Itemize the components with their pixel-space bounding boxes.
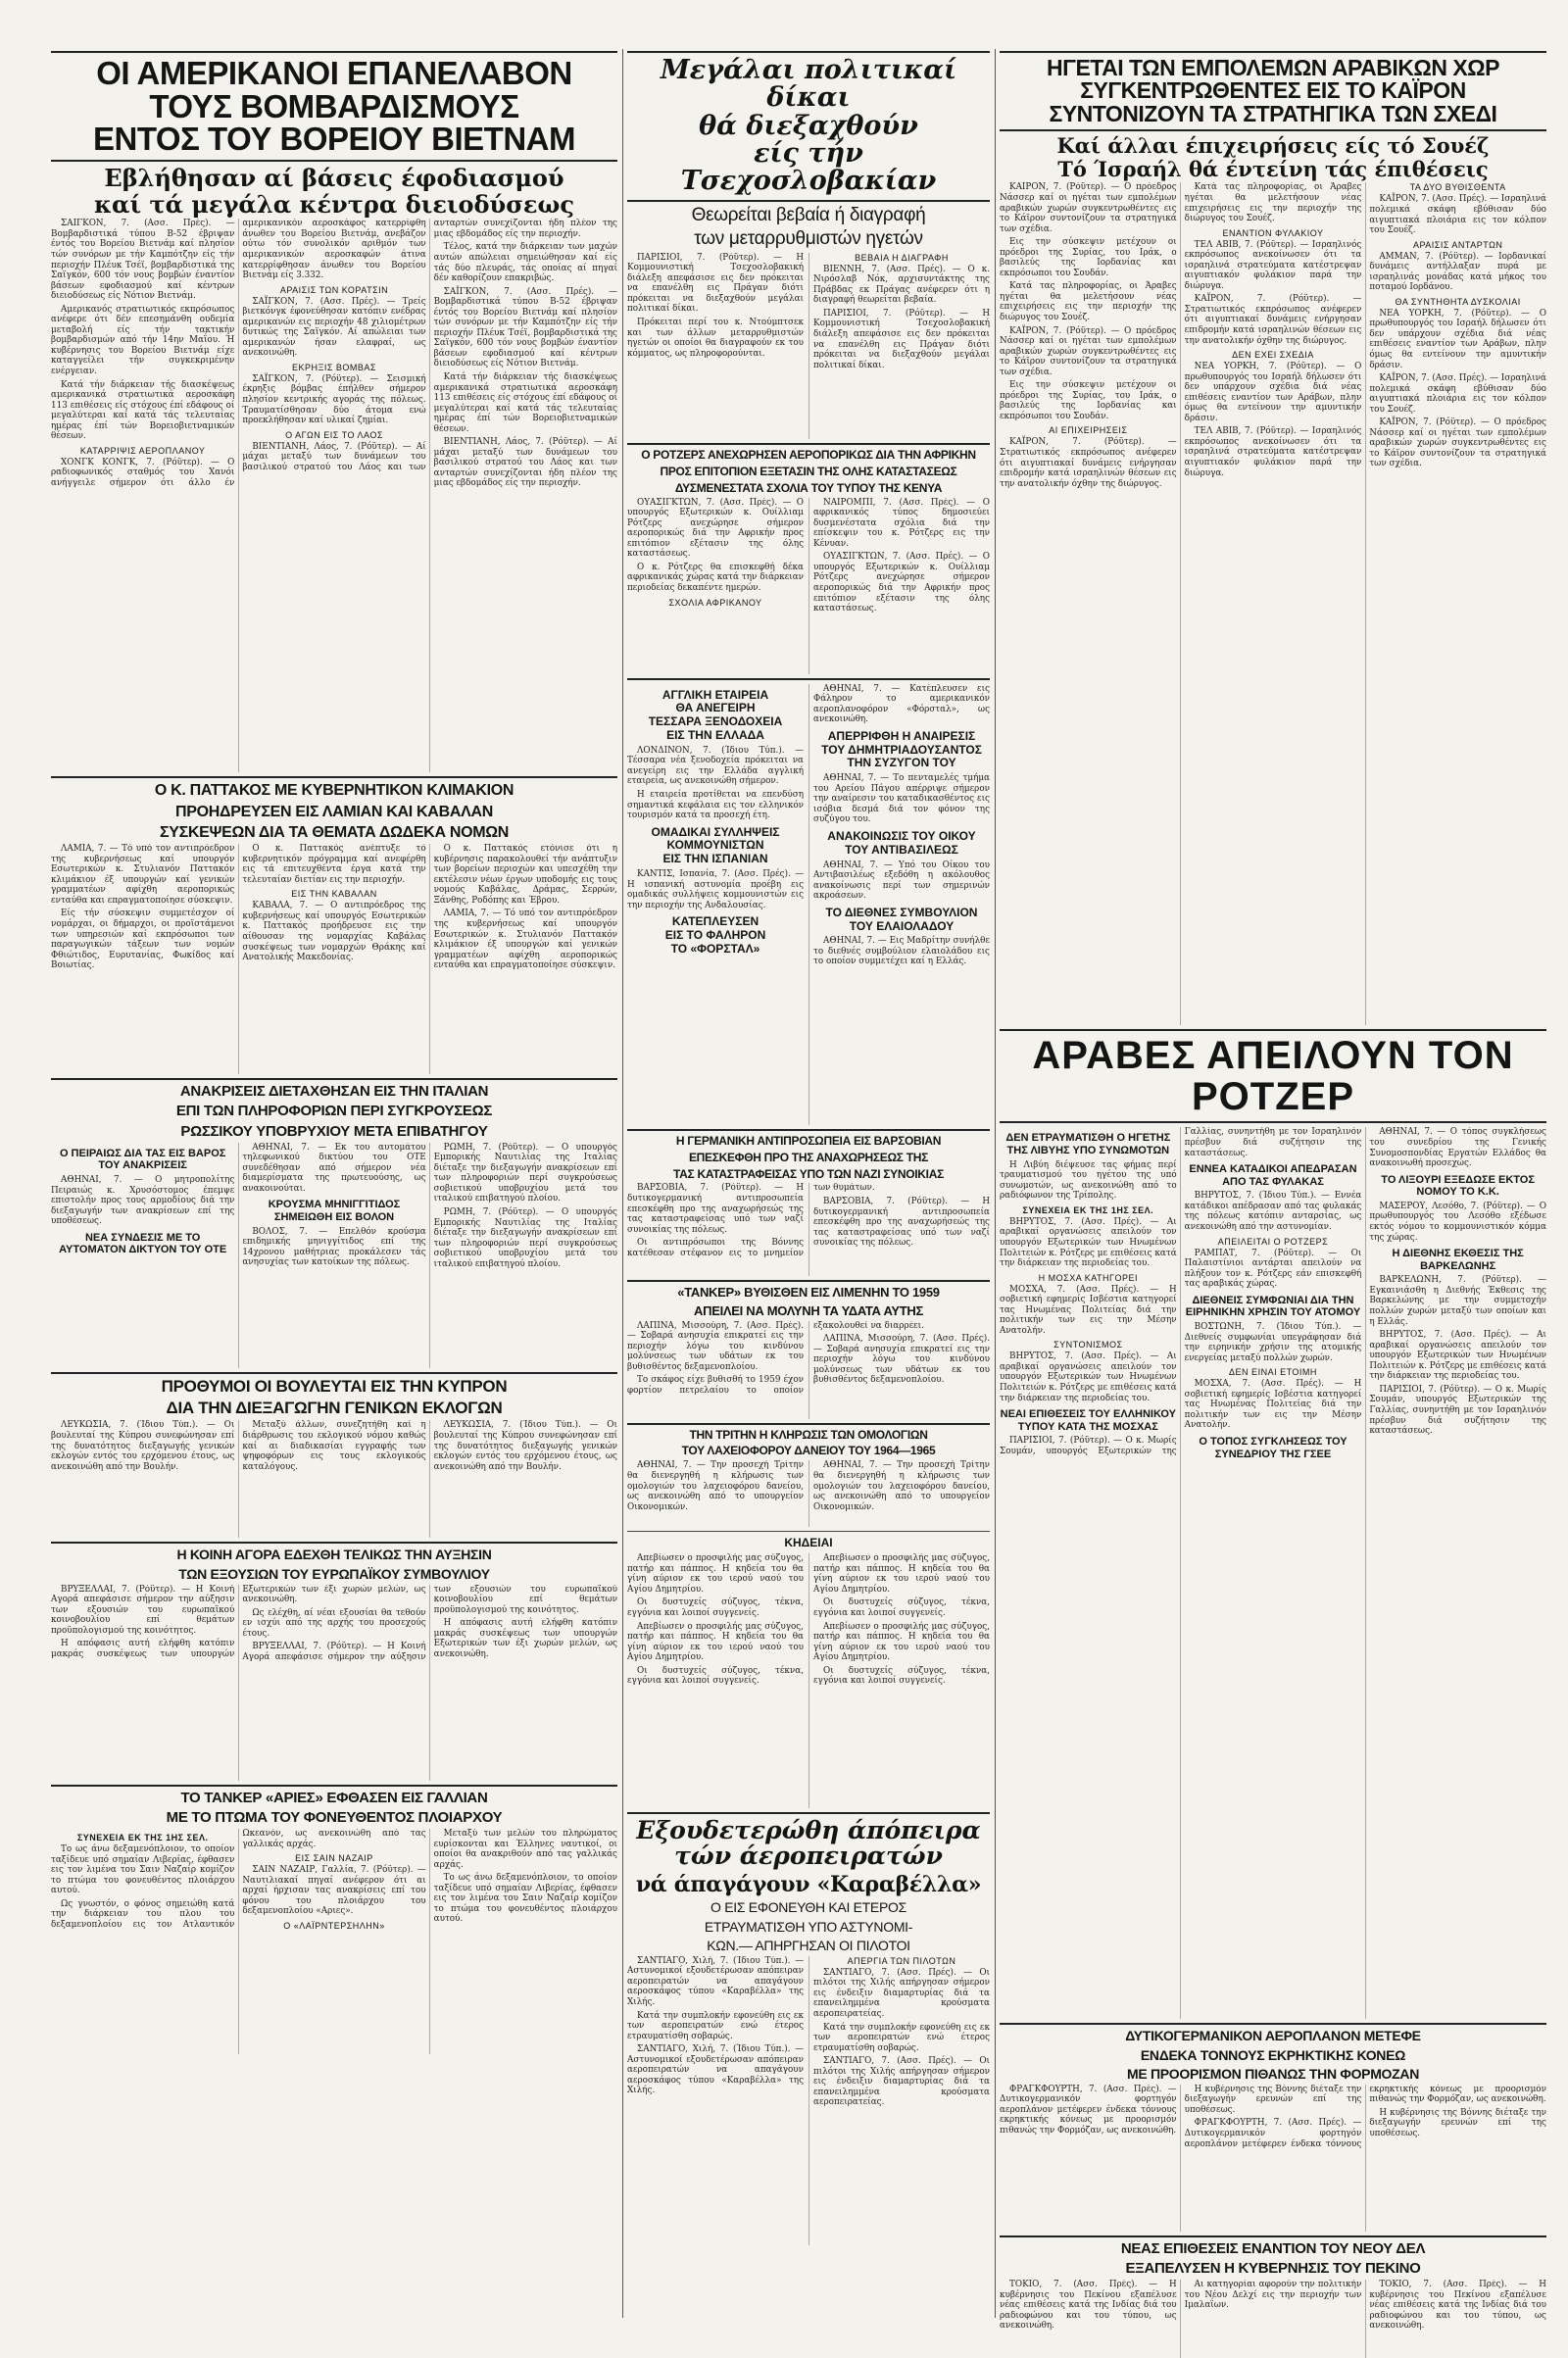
article-paragraph: Η απόφασις αυτή ελήφθη κατόπιν μακράς συσκέψεως των υπουργών Εξωτερικών των έξι χωρών μελών, ως ανεκοινώθη. xyxy=(433,1618,617,1659)
headline-rogers-3: ΔΥΣΜΕΝΕΣΤΑΤΑ ΣΧΟΛΙΑ ΤΟΥ ΤΥΠΟΥ ΤΗΣ ΚΕΝΥΑ xyxy=(674,480,943,495)
article-paragraph: ΚΑΪΡΟΝ, 7. (Ασσ. Πρές). — Ισραηλινά πολεμικά σκάφη εβύθισαν δύο αιγυπτιακά πλοιάρια εις τον κόλπον του Σουέζ. xyxy=(1369,194,1546,236)
article-paragraph: ΑΘΗΝΑΙ, 7. — Την προσεχή Τρίτην θα διενεργηθή η κλήρωσις των ομολογιών του λαχειοφόρου δανείου, ως ανεκοινώθη από το υπουργείον Οικονομικών. xyxy=(627,1460,804,1512)
headline-lottery-2: ΤΟΥ ΛΑΧΕΙΟΦΟΡΟΥ ΔΑΝΕΙΟΥ ΤΟΥ 1964—1965 xyxy=(681,1444,936,1458)
section-label: ΕΙΣ ΣΑΙΝ ΝΑΖΑΙΡ xyxy=(295,1853,373,1864)
article-paragraph: ΑΘΗΝΑΙ, 7. — Το πενταμελές τμήμα του Αρείου Πάγου απέρριψε σήμερον την αναίρεσιν του καταδικασθέντος εις ισόβια δεσμά διά τον φόνον της συζύγου του. xyxy=(813,773,990,825)
subhead-caravelle-1: Ο ΕΙΣ ΕΦΟΝΕΥΘΗ ΚΑΙ ΕΤΕΡΟΣ xyxy=(710,1899,906,1916)
section-label: ΑΠΕΡΓΙΑ ΤΩΝ ΠΙΛΟΤΩΝ xyxy=(847,1955,956,1966)
article-paragraph: ΒΗΡΥΤΟΣ, 7. (Ασσ. Πρές). — Αι αραβικαί οργανώσεις απειλούν τον υπουργόν Εξωτερικών των Ηνωμένων Πολιτειών κ. Ρότζερς με επιθέσεις κατά την διάρκειαν της περιοδείας του. xyxy=(1000,1216,1177,1269)
headline-line: ΑΠΕΡΡΙΦΘΗ Η ΑΝΑΙΡΕΣΙΣ xyxy=(827,728,976,743)
headline-explosives-2: ΕΝΔΕΚΑ ΤΟΝΝΟΥΣ ΕΚΡΗΚΤΙΚΗΣ ΚΟΝΕΩ xyxy=(1140,2046,1406,2063)
divider xyxy=(627,51,990,53)
divider xyxy=(1000,51,1546,53)
article-sunk-tanker-body xyxy=(627,1321,990,1419)
side-headline: Ο ΠΕΙΡΑΙΩΣ ΔΙΑ ΤΑΣ ΕΙΣ ΒΑΡΟΣ ΤΟΥ ΑΝΑΚΡΙΣΕΙΣ xyxy=(59,1147,226,1172)
article-paragraph: Η κυβέρνησις της Βόννης διέταξε την διεξαγωγήν ερευνών επί της υποθέσεως. xyxy=(1369,2107,1546,2138)
article-paragraph: Ο κ. Παττακός ανέπτυξε τό κυβερνητικόν πρόγραμμα καί ανεφέρθη εις τά επιτευχθέντα έργα κατά την τελευταίαν διετίαν εις την περιοχήν. xyxy=(242,844,426,885)
article-paragraph: Οι αντιπρόσωποι της Βόννης κατέθεσαν στέφανον εις το μνημείον των θυμάτων. xyxy=(627,1183,875,1258)
right-column xyxy=(1000,0,1546,2358)
section-label: ΒΕΒΑΙΑ Η ΔΙΑΓΡΑΦΗ xyxy=(855,252,949,263)
divider xyxy=(1000,1121,1546,1123)
funeral-notice: Οι δυστυχείς σύζυγος, τέκνα, εγγόνια και λοιποί συγγενείς. xyxy=(627,1665,804,1687)
headline-vietnam-2: ΤΟΥΣ ΒΟΜΒΑΡΔΙΣΜΟΥΣ xyxy=(149,87,519,124)
article-paragraph: ΒΙΕΝΤΙΑΝΗ, Λάος, 7. (Ρόϋτερ). — Αί μάχαι μεταξύ των δυνάμεων του βασιλικού στρατού του Λάος και των ανταρτών συνεχίζονται ήδη πλέον της μιας εβδομάδος είς την περιοχήν. xyxy=(433,437,617,489)
headline-italy-3: ΡΩΣΣΙΚΟΥ ΥΠΟΒΡΥΧΙΟΥ ΜΕΤΑ ΕΠΙΒΑΤΗΓΟΥ xyxy=(180,1122,488,1140)
article-paragraph: ΠΑΡΙΣΙΟΙ, 7. (Ρόϋτερ). — Η Κομμουνιστική Τσεχοσλοβακική διάλεξη απεφάσισε εις δεν πρόκειται να επανέλθη εις Πράγαν διότι πρόκειται να διεξαχθούν μεγάλαι πολιτικαί δίκαι. xyxy=(813,308,990,370)
headline-line: ΤΟΥ ΑΝΤΙΒΑΣΙΛΕΩΣ xyxy=(845,842,958,857)
article-paragraph: ΛΑΜΙΑ, 7. — Τό υπό τον αντιπρόεδρον της κυβερνήσεως καί υπουργόν Εσωτερικών κ. Στυλιανόν Παττακόν κλιμάκιον έξ υπουργών καί γενικών γραμματέων αφίχθη αεροπορικώς ενταύθα και επραγματοποίησε σύσκεψιν. xyxy=(433,909,617,971)
article-paragraph: ΣΑΝΤΙΑΓΟ, 7. (Ασσ. Πρές). — Οι πιλότοι της Χιλής απήργησαν σήμερον εις ένδειξιν διαμαρτυρίας διά τα επανειλημμένα κρούσματα αεροπειρατείας. xyxy=(813,2056,990,2108)
section-label: ΑΠΕΙΛΕΙΤΑΙ Ο ΡΟΤΖΕΡΣ xyxy=(1217,1236,1329,1247)
article-paragraph: ΝΑΪΡΟΜΠΙ, 7. (Ασσ. Πρές). — Ο αφρικανικός τύπος δημοσιεύει δυσμενέστατα σχόλια διά την επίσκεψιν του κ. Ρότζερς εις την Κένυαν. xyxy=(813,497,990,549)
headline-czech-1: Μεγάλαι πολιτικαί δίκαι xyxy=(660,55,957,114)
headline-vietnam-3: ΕΝΤΟΣ ΤΟΥ ΒΟΡΕΙΟΥ ΒΙΕΤΝΑΜ xyxy=(93,121,575,158)
headline-tanker-2: ΜΕ ΤΟ ΠΤΩΜΑ ΤΟΥ ΦΟΝΕΥΘΕΝΤΟΣ ΠΛΟΙΑΡΧΟΥ xyxy=(166,1808,503,1826)
article-paragraph: ΒΗΡΥΤΟΣ, 7. (Ασσ. Πρές). — Αι αραβικαί οργανώσεις απειλούν τον υπουργόν Εξωτερικών των Ηνωμένων Πολιτειών κ. Ρότζερς με επιθέσεις κατά την διάρκειαν της περιοδείας του. xyxy=(1000,1351,1177,1403)
middle-column xyxy=(627,0,990,2245)
funeral-notice: Απεβίωσεν ο προσφιλής μας σύζυγος, πατήρ και πάππος. Η κηδεία του θα γίνη αύριον εκ του ιερού ναού του Αγίου Δημητρίου. xyxy=(813,1621,990,1663)
article-paragraph: ΒΗΡΥΤΟΣ, 7. (Ασσ. Πρές). — Αι αραβικαί οργανώσεις απειλούν τον υπουργόν Εξωτερικών των Ηνωμένων Πολιτειών κ. Ρότζερς με επιθέσεις κατά την διάρκειαν της περιοδείας του. xyxy=(1369,1330,1546,1382)
article-paragraph: ΦΡΑΓΚΦΟΥΡΤΗ, 7. (Ασσ. Πρές). — Δυτικογερμανικόν φορτηγόν αεροπλάνον μετέφερεν ένδεκα τόννους εκρηκτικής κόνεως με προορισμόν πιθανώς την Φορμόζαν, ως ανεκοινώθη. xyxy=(1000,2084,1177,2136)
side-headline: ΝΕΑΙ ΕΠΙΘΕΣΕΙΣ ΤΟΥ ΕΛΛΗΝΙΚΟΥ ΤΥΠΟΥ ΚΑΤΑ ΤΗΣ ΜΟΣΧΑΣ xyxy=(1000,1408,1177,1433)
headline-pattakos-1: Ο Κ. ΠΑΤΤΑΚΟΣ ΜΕ ΚΥΒΕΡΝΗΤΙΚΟΝ ΚΛΙΜΑΚΙΟΝ xyxy=(154,782,514,800)
headline-line: ΤΟΥ ΔΗΜΗΤΡΙΑΔΟΥΣΑΝΤΟΣ xyxy=(821,742,982,757)
article-paragraph: ΟΥΑΣΙΓΚΤΩΝ, 7. (Ασσ. Πρές). — Ο υπουργός Εξωτερικών κ. Ουίλλιαμ Ρότζερς ανεχώρησε σήμερον αεροπορικώς διά την Αφρικήν προς επιτόπιον εξέτασιν της όλης καταστάσεως. xyxy=(813,552,990,614)
subhead-arab-2: Τό Ίσραήλ θά έντείνη τάς έπιθέσεις xyxy=(1057,157,1489,182)
article-warsaw-body xyxy=(627,1183,990,1276)
article-paragraph: Ο κ. Παττακός ετόνισε ότι η κυβέρνησις παρακολουθεί τήν ανάπτυξιν των βορείων περιοχών και υπεσχέθη την εκτέλεσιν νέων έργων υποδομής εις τους νομούς Καβάλας, Δράμας, Σερρών, Ξάνθης, Ροδόπης και Έβρου. xyxy=(433,844,617,906)
subhead-czech-2: των μεταρρυθμιστών ηγετών xyxy=(694,228,923,250)
article-paragraph: ΑΘΗΝΑΙ, 7. — Ο τόπος συγκλήσεως του συνεδρίου της Γενικής Συνομοσπονδίας Εργατών Ελλάδος θα ανακοινωθή προσεχώς. xyxy=(1369,1127,1546,1169)
article-paragraph: ΤΕΛ ΑΒΙΒ, 7. (Ρόϋτερ). — Ισραηλινός εκπρόσωπος ανεκοίνωσεν ότι τα ισραηλινά στρατεύματα κατέστρεψαν αιγυπτιακόν φυλάκιον παρά την διώρυγα. xyxy=(1184,426,1362,478)
article-paragraph: ΑΜΜΑΝ, 7. (Ρόϋτερ). — Ιορδανικαί δυνάμεις αντήλλαξαν πυρά με ισραηλινάς μονάδας κατά μήκος του ποταμού Ιορδάνου. xyxy=(1369,251,1546,293)
article-rogers-threat-body xyxy=(1000,1127,1546,2019)
article-paragraph: ΚΑΪΡΟΝ, 7. (Ρόϋτερ). — Στρατιωτικός εκπρόσωπος ανέφερεν ότι αιγυπτιακαί δυνάμεις ενήργησαν επιδρομήν κατά ισραηλινών θέσεων εις την ανατολικήν όχθην της διώρυγος. xyxy=(1000,437,1177,489)
headline-peking-1: ΝΕΑΣ ΕΠΙΘΕΣΕΙΣ ΕΝΑΝΤΙΟΝ ΤΟΥ ΝΕΟΥ ΔΕΛ xyxy=(1120,2239,1426,2257)
funeral-notice: Οι δυστυχείς σύζυγος, τέκνα, εγγόνια και λοιποί συγγενείς. xyxy=(813,1665,990,1687)
headline-italy-1: ΑΝΑΚΡΙΣΕΙΣ ΔΙΕΤΑΧΘΗΣΑΝ ΕΙΣ ΤΗΝ ΙΤΑΛΙΑΝ xyxy=(179,1083,489,1101)
headline-warsaw-3: ΤΑΣ ΚΑΤΑΣΤΡΑΦΕΙΣΑΣ ΥΠΟ ΤΩΝ ΝΑΖΙ ΣΥΝΟΙΚΙΑΣ xyxy=(673,1166,944,1181)
article-paragraph: ΒΟΛΟΣ, 7. — Επελθόν κρούσμα επιδημικής μηνιγγίτιδος επί της 14χρονου μαθήτριας προκάλεσεν τάς ανησυχίας των κατοίκων της πόλεως. xyxy=(242,1226,426,1268)
side-headline: ΝΕΑ ΣΥΝΔΕΣΙΣ ΜΕ ΤΟ ΑΥΤΟΜΑΤΟΝ ΔΙΚΤΥΟΝ ΤΟΥ ΟΤΕ xyxy=(59,1231,227,1256)
headline-line: ΟΜΑΔΙΚΑΙ ΣΥΛΛΗΨΕΙΣ xyxy=(651,824,780,839)
article-paragraph: Αμερικανός στρατιωτικός εκπρόσωπος ανέφερε ότι δέν επεσημάνθη ουδεμία μεταβολή είς τήν τακτικήν βομβαρδισμών από τήν 14ην Μαΐου. Ή κυβέρνησις του Βορείου Βιετνάμ είχε καταγγείλει τήν συγκεκριμένην ενέργειαν. xyxy=(51,304,235,376)
article-paragraph: Πρόκειται περί του κ. Ντούμπτσεκ και των άλλων μεταρρυθμιστών ηγετών οι οποίοι θα διαγραφούν εκ του κόμματος, ως πληροφορούνται. xyxy=(627,318,804,359)
article-paragraph: ΒΑΡΣΟΒΙΑ, 7. (Ρόϋτερ). — Η δυτικογερμανική αντιπροσωπεία επεσκέφθη προ της αναχωρήσεώς της τας καταστραφείσας υπό των ναζί συνοικίας της πόλεως. xyxy=(813,1197,990,1249)
headline-cyprus-2: ΔΙΑ ΤΗΝ ΔΙΕΞΑΓΩΓΗΝ ΓΕΝΙΚΩΝ ΕΚΛΟΓΩΝ xyxy=(166,1399,503,1418)
headline-line: ΑΓΓΛΙΚΗ ΕΤΑΙΡΕΙΑ xyxy=(662,687,769,702)
section-label: ΑΡΑΙΣΙΣ ΤΩΝ ΚΟΡΑΤΣΙΝ xyxy=(279,284,389,295)
article-paragraph: ΜΑΣΕΡΟΥ, Λεσόθο, 7. (Ρόϋτερ). — Ο πρωθυπουργός του Λεσόθο εξέδωσε εκτός νόμου το κομμουνιστικόν κόμμα της χώρας. xyxy=(1369,1201,1546,1243)
divider xyxy=(627,678,990,680)
headline-line: ΚΑΤΕΠΛΕΥΣΕΝ xyxy=(671,914,760,929)
divider xyxy=(51,1785,617,1787)
article-paragraph: ΑΘΗΝΑΙ, 7. — Ο μητροπολίτης Πειραιώς κ. Χρυσόστομος έπεμψε επιστολήν προς τους αρμοδίους διά την διεξαγωγήν των ανακρίσεων επί της υποθέσεως. xyxy=(51,1174,235,1227)
article-paragraph: ΛΕΥΚΩΣΙΑ, 7. (Ίδιου Τύπ.). — Οι βουλευταί της Κύπρου συνεφώνησαν επί της δυνατότητος διεξαγωγής γενικών εκλογών εντός του ερχόμενου έτους, ως ανεκοινώθη από την Βουλήν. xyxy=(433,1420,617,1472)
article-paragraph: Ως γνωστόν, ο φόνος σημειώθη κατά την διάρκειαν του πλου του δεξαμενοπλοίου εις τον Ατλαντικόν Ωκεανόν, ως ανεκοινώθη από τας γαλλικάς αρχάς. xyxy=(51,1829,426,1930)
article-paragraph: Κατά τας πληροφορίας, οι Άραβες ηγέται θα μελετήσουν νέας επιχειρήσεις εις την περιοχήν της διώρυγος του Σουέζ. xyxy=(1000,281,1177,323)
divider xyxy=(51,776,617,778)
article-paragraph: ΜΟΣΧΑ, 7. (Ασσ. Πρές). — Η σοβιετική εφημερίς Ισβέστια κατηγορεί τας Ηνωμένας Πολιτείας διά την πολιτικήν των εις την Μέσην Ανατολήν. xyxy=(1000,1284,1177,1336)
article-paragraph: Η απόφασις αυτή ελήφθη κατόπιν μακράς συσκέψεως των υπουργών Εξωτερικών των έξι χωρών μελών, ως ανεκοινώθη. xyxy=(51,1584,426,1659)
divider xyxy=(627,1280,990,1282)
article-paragraph: Ο κ. Ρότζερς θα επισκεφθή δέκα αφρικανικάς χώρας κατά την διάρκειαν περιοδείας δεκαπέντε ημερών. xyxy=(627,562,804,593)
headline-olive-oil xyxy=(813,907,990,934)
banner-headline-rogers: ΑΡΑΒΕΣ ΑΠΕΙΛΟΥΝ ΤΟΝ ΡΟΤΖΕΡ xyxy=(1032,1034,1514,1119)
article-paragraph: Ως ελέχθη, αί νέαι εξουσίαι θα τεθούν εν ισχύι από της αρχής του προσεχούς έτους. xyxy=(242,1607,426,1639)
article-paragraph: ΤΟΚΙΟ, 7. (Ασσ. Πρές). — Η κυβέρνησις του Πεκίνου εξαπέλυσε νέας επιθέσεις κατά της Ινδίας διά του ραδιοφώνου και του τύπου, ως ανεκοινώθη. xyxy=(1369,2280,1546,2332)
side-headline: ΚΡΟΥΣΜΑ ΜΗΝΙΓΓΙΤΙΔΟΣ ΣΗΜΕΙΩΘΗ ΕΙΣ ΒΟΛΟΝ xyxy=(268,1199,401,1224)
article-paragraph: Μεταξύ των μελών του πληρώματος ευρίσκονται και Έλληνες ναυτικοί, οι οποίοι θα ανακριθούν από τας γαλλικάς αρχάς. xyxy=(433,1829,617,1870)
article-paragraph: ΒΙΕΝΝΗ, 7. (Ασσ. Πρές). — Ο κ. Νιρόσλαβ Νόκ, αρχισυντάκτης της Πράβδας εκ Πράγας ανέφερεν ότι η διαγραφή θεωρείται βεβαία. xyxy=(813,264,990,306)
side-headline: ΕΝΝΕΑ ΚΑΤΑΔΙΚΟΙ ΑΠΕΔΡΑΣΑΝ ΑΠΟ ΤΑΣ ΦΥΛΑΚΑΣ xyxy=(1189,1163,1357,1188)
headline-arab-3: ΣΥΝΤΟΝΙΖΟΥΝ ΤΑ ΣΤΡΑΤΗΓΙΚΑ ΤΩΝ ΣΧΕΔΙ xyxy=(1049,100,1497,126)
article-paragraph: ΒΑΡΚΕΛΩΝΗ, 7. (Ρόϋτερ). — Εγκαινιάσθη η Διεθνής Έκθεσις της Βαρκελώνης με την συμμετοχήν πολλών χωρών μεταξύ των οποίων και η Ελλάς. xyxy=(1369,1275,1546,1327)
headline-line: ΤΟ ΔΙΕΘΝΕΣ ΣΥΜΒΟΥΛΙΟΝ xyxy=(825,905,978,919)
section-label: ΕΝΑΝΤΙΟΝ ΦΥΛΑΚΙΟΥ xyxy=(1222,227,1324,238)
divider xyxy=(51,51,617,53)
section-label: Η ΜΟΣΧΑ ΚΑΤΗΓΟΡΕΙ xyxy=(1038,1272,1139,1283)
article-paragraph: Είς τήν σύσκεψιν συμμετέσχον οί νομάρχαι, οι δήμαρχοι, οι προϊστάμενοι των υπηρεσιών καί εκπρόσωποι των παραγωγικών τάξεων των νομών Φθιώτιδος, Ευρυτανίας, Φωκίδος καί Βοιωτίας. xyxy=(51,909,235,971)
headline-arab-1: ΗΓΕΤΑΙ ΤΩΝ ΕΜΠΟΛΕΜΩΝ ΑΡΑΒΙΚΩΝ ΧΩΡ xyxy=(1047,55,1499,80)
funerals-body xyxy=(627,1553,990,1808)
article-paragraph: Μεταξύ άλλων, συνεζητήθη καί η διάρθρωσις του εκλογικού νόμου καθώς καί αι διαδικασίαι εγγραφής των ψηφοφόρων εις τους εκλογικούς καταλόγους. xyxy=(242,1420,426,1472)
headline-caravelle-2: τών άεροπειρατών xyxy=(674,1842,943,1871)
side-headline: ΔΙΕΘΝΕΙΣ ΣΥΜΦΩΝΙΑΙ ΔΙΑ ΤΗΝ ΕΙΡΗΝΙΚΗΝ ΧΡΗΣΙΝ ΤΟΥ ΑΤΟΜΟΥ xyxy=(1185,1294,1361,1319)
article-eec-body xyxy=(51,1585,617,1781)
funeral-notice: Απεβίωσεν ο προσφιλής μας σύζυγος, πατήρ και πάππος. Η κηδεία του θα γίνη αύριον εκ του ιερού ναού του Αγίου Δημητρίου. xyxy=(813,1553,990,1595)
article-paragraph: Το ως άνω δεξαμενόπλοιον, το οποίον ταξίδευε υπό σημαίαν Λιβερίας, έφθασεν εις τον λιμένα του Σαιν Ναζαίρ κομίζον το πτώμα του φονευθέντος πλοιάρχου αυτού. xyxy=(51,1844,235,1896)
article-paragraph: Εις την σύσκεψιν μετέχουν οι πρόεδροι της Συρίας, του Ιράκ, ο βασιλεύς της Ιορδανίας και εκπρόσωποι του Σουδάν. xyxy=(1000,380,1177,421)
article-paragraph: ΛΑΠΙΝΑ, Μισσούρη, 7. (Ασσ. Πρές). — Σοβαρά ανησυχία επικρατεί εις την περιοχήν λόγω του κινδύνου μολύνσεως των υδάτων εκ του βυθισθέντος δεξαμενοπλοίου. xyxy=(627,1320,804,1372)
article-paragraph: ΚΑΒΑΛΑ, 7. — Ο αντιπρόεδρος της κυβερνήσεως καί υπουργός Εσωτερικών κ. Παττακός προήδρευσε εις την αίθουσαν της νομαρχίας Καβάλας συσκέψεως των νομαρχών Θράκης καί Ανατολικής Μακεδονίας. xyxy=(242,901,426,963)
divider xyxy=(627,1129,990,1131)
article-paragraph: ΠΑΡΙΣΙΟΙ, 7. (Ρόϋτερ). — Ο κ. Μωρίς Σουμάν, υπουργός Εξωτερικών της Γαλλίας, συνηντήθη με τον Ισραηλινόν πρέσβυν διά συζήτησιν της καταστάσεως. xyxy=(1369,1384,1546,1437)
article-paragraph: Κατά τήν διάρκειαν τής διασκέψεως αμερικανικά στρατιωτικά αεροσκάφη 113 επιθέσεις είς στόχους έπί εδάφους οί μεγαλύτεραι καί κατά τάς τελευταίας ημέρας έπί τών Βορειοβιετναμικών θέσεων. xyxy=(433,372,617,434)
divider xyxy=(51,160,617,162)
headline-arab-2: ΣΥΓΚΕΝΤΡΩΘΕΝΤΕΣ ΕΙΣ ΤΟ ΚΑΪΡΟΝ xyxy=(1080,77,1466,104)
headline-appeal xyxy=(813,730,990,770)
article-paragraph: ΚΑΪΡΟΝ, 7. (Ρόϋτερ). — Ο πρόεδρος Νάσσερ καί οι ηγέται των εμπολέμων αραβικών χωρών συγκεντρωθέντες εις το Κάϊρον συντονίζουν τα στρατηγικά των σχέδια. xyxy=(1000,182,1177,234)
headline-explosives-3: ΜΕ ΠΡΟΟΡΙΣΜΟΝ ΠΙΘΑΝΩΣ ΤΗΝ ΦΟΡΜΟΖΑΝ xyxy=(1126,2065,1420,2082)
subhead-vietnam-2: καί τά μεγάλα κέντρα διειοδύσεως xyxy=(94,190,574,220)
article-paragraph: ΣΑΙΝ ΝΑΖΑΙΡ, Γαλλία, 7. (Ρόϋτερ). — Ναυτιλιακαί πηγαί ανέφερον ότι αι αρχαί ήρχισαν τας ανακρίσεις επί του φόνου του πλοιάρχου του δεξαμενοπλοίου «Αριες». xyxy=(242,1865,426,1917)
divider xyxy=(627,200,990,202)
section-label: ΑΡΑΙΣΙΣ ΑΝΤΑΡΤΩΝ xyxy=(1412,239,1503,250)
subhead-caravelle-2: ΕΤΡΑΥΜΑΤΙΣΘΗ ΥΠΟ ΑΣΤΥΝΟΜΙ- xyxy=(704,1918,913,1935)
article-paragraph: ΣΑΝΤΙΑΓΟ, Χιλή, 7. (Ίδιου Τύπ.). — Αστυνομικοί εξουδετέρωσαν απόπειραν αεροπειρατών να απαγάγουν αεροσκάφος τύπου «Καραβέλλα» της Χιλής. xyxy=(627,2044,804,2096)
headline-line: ΕΙΣ ΤΟ ΦΑΛΗΡΟΝ xyxy=(664,928,766,942)
headline-pattakos-2: ΠΡΟΗΔΡΕΥΣΕΝ ΕΙΣ ΛΑΜΙΑΝ ΚΑΙ ΚΑΒΑΛΑΝ xyxy=(175,803,493,820)
article-paragraph: ΣΑΪΓΚΟΝ, 7. (Ασσ. Πρές). — Βομβαρδιστικά τύπου Β-52 έβριψαν έντός του Βορείου Βιετνάμ καί πλησίον τών συνόρων με τήν Καμπότζην είς τήν περιοχήν Πλέυκ Τσέϊ, βομβαρδιστικά της Σαϊγκόν, 600 τόν νους βομβών έναντίον βάσεων εφοδιασμού καί κέντρων διειοδύσεως είς Νότιον Βιετνάμ. xyxy=(51,219,235,302)
headline-forrestal xyxy=(627,915,804,956)
article-paragraph: ΛΑΜΙΑ, 7. — Τό υπό τον αντιπρόεδρον της κυβερνήσεως καί υπουργόν Εσωτερικών κ. Στυλιανόν Παττακόν κλιμάκιον έξ υπουργών καί γενικών γραμματέων αφίχθη αεροπορικώς ενταύθα και επραγματοποίησε σύσκεψιν. xyxy=(51,844,235,906)
side-headline: ΤΟ ΛΙΞΟΥΡΙ ΕΞΕΔΩΣΕ ΕΚΤΟΣ ΝΟΜΟΥ ΤΟ Κ.Κ. xyxy=(1381,1173,1535,1199)
article-paragraph: Το σκάφος είχε βυθισθή το 1959 έχον φορτίον πετρελαίου το οποίον εξακολουθεί να διαρρέει. xyxy=(627,1320,924,1396)
headline-peking-2: ΕΞΑΠΕΛΥΣΕΝ Η ΚΥΒΕΡΝΗΣΙΣ ΤΟΥ ΠΕΚΙΝΟ xyxy=(1125,2259,1421,2277)
headline-line: ΤΗΝ ΣΥΖΥΓΟΝ ΤΟΥ xyxy=(847,756,956,770)
article-paragraph: ΣΑΪΓΚΟΝ, 7. (Ρόϋτερ). — Σεισμική έκρηξις βόμβας έπήλθεν σήμερον πλησίον κεντρικής αγοράς της πόλεως. Τραυματίσθησαν δύο άτομα ενώ προεκλήθησαν καί υλικαί ζημίαι. xyxy=(242,373,426,426)
article-paragraph: ΝΕΑ ΥΟΡΚΗ, 7. (Ρόϋτερ). — Ο πρωθυπουργός του Ισραήλ δήλωσεν ότι δεν υπάρχουν σχέδια διά νέας επιθέσεις εναντίον των Αράβων, πλην όμως θα εντείνουν την αμυντικήν δράσιν. xyxy=(1369,308,1546,370)
article-paragraph: Κατά τας πληροφορίας, οι Άραβες ηγέται θα μελετήσουν νέας επιχειρήσεις εις την περιοχήν της διώρυγος του Σουέζ. xyxy=(1184,182,1362,224)
side-headline: ΔΕΝ ΕΤΡΑΥΜΑΤΙΣΘΗ Ο ΗΓΕΤΗΣ ΤΗΣ ΛΙΒΥΗΣ ΥΠΟ ΣΥΝΩΜΟΤΩΝ xyxy=(1005,1132,1171,1157)
article-paragraph: ΡΩΜΗ, 7. (Ρόϋτερ). — Ο υπουργός Εμπορικής Ναυτιλίας της Ιταλίας διέταξε την διεξαγωγήν ανακρίσεων επί των πληροφοριών περί συγκρούσεως σοβιετικού υποβρυχίου μετά του ιταλικού επιβατηγού πλοίου. xyxy=(433,1206,617,1269)
article-paragraph: Η Λιβύη διέψευσε τας φήμας περί τραυματισμού του ηγέτου της υπό συνωμοτών, ως ανεκοινώθη από το ραδιόφωνον της Τρίπολης. xyxy=(1000,1159,1177,1202)
headline-rogers-2: ΠΡΟΣ ΕΠΙΤΟΠΙΟΝ ΕΞΕΤΑΣΙΝ ΤΗΣ ΟΛΗΣ ΚΑΤΑΣΤΑΣΕΩΣ xyxy=(660,464,957,478)
side-headline: Ο ΤΟΠΟΣ ΣΥΓΚΛΗΣΕΩΣ ΤΟΥ ΣΥΝΕΔΡΙΟΥ ΤΗΣ ΓΣΕΕ xyxy=(1199,1435,1348,1460)
headline-regent xyxy=(813,830,990,858)
headline-hotels xyxy=(627,689,804,743)
article-paragraph: Αι κατηγορίαι αφορούν την πολιτικήν του Νέου Δελχί εις την περιοχήν των Ιμαλαΐων. xyxy=(1184,2280,1362,2311)
headline-eec-1: Η ΚΟΙΝΗ ΑΓΟΡΑ ΕΔΕΧΘΗ ΤΕΛΙΚΩΣ ΤΗΝ ΑΥΞΗΣΙΝ xyxy=(176,1547,492,1563)
headline-caravelle-3: νά άπαγάγουν «Καραβέλλα» xyxy=(635,1871,982,1897)
section-label: ΕΚΡΗΞΙΣ ΒΟΜΒΑΣ xyxy=(291,362,376,372)
divider xyxy=(1000,1029,1546,1031)
article-paragraph: ΒΟΣΤΩΝΗ, 7. (Ίδιου Τύπ.). — Διεθνείς συμφωνίαι υπεγράφησαν διά την ειρηνικήν χρήσιν της ατομικής ενεργείας μεταξύ πολλών χωρών. xyxy=(1184,1322,1362,1363)
divider xyxy=(51,1542,617,1544)
section-label: ΣΥΝΕΧΕΙΑ ΕΚ ΤΗΣ 1ΗΣ ΣΕΛ. xyxy=(76,1833,209,1843)
section-label: ΕΙΣ ΤΗΝ ΚΑΒΑΛΑΝ xyxy=(291,889,377,900)
section-label: Ο «ΛΑΪΡΝΤΕΡΣΗΛΗΝ» xyxy=(283,1920,385,1931)
article-paragraph: ΒΗΡΥΤΟΣ, 7. (Ίδιου Τύπ.). — Εννέα κατάδικοι απέδρασαν από τας φυλακάς της πόλεως κατόπιν ανταρσίας, ως ανεκοινώθη από την αστυνομίαν. xyxy=(1184,1191,1362,1233)
article-paragraph: Εις την σύσκεψιν μετέχουν οι πρόεδροι της Συρίας, του Ιράκ, ο βασιλεύς της Ιορδανίας και εκπρόσωποι του Σουδάν. xyxy=(1000,237,1177,278)
headline-line: ΤΟΥ ΕΛΑΙΟΛΑΔΟΥ xyxy=(849,918,955,933)
section-label: Ο ΑΓΩΝ ΕΙΣ ΤΟ ΛΑΟΣ xyxy=(285,429,383,440)
article-paragraph: ΤΟΚΙΟ, 7. (Ασσ. Πρές). — Η κυβέρνησις του Πεκίνου εξαπέλυσε νέας επιθέσεις κατά της Ινδίας διά του ραδιοφώνου και του τύπου, ως ανεκοινώθη. xyxy=(1000,2280,1177,2332)
funeral-notice: Οι δυστυχείς σύζυγος, τέκνα, εγγόνια και λοιποί συγγενείς. xyxy=(813,1597,990,1618)
article-paragraph: Κατά την συμπλοκήν εφονεύθη εις εκ των αεροπειρατών ενώ έτερος ετραυματίσθη σοβαρώς. xyxy=(627,2010,804,2041)
article-peking-body xyxy=(1000,2280,1546,2358)
headline-warsaw-1: Η ΓΕΡΜΑΝΙΚΗ ΑΝΤΙΠΡΟΣΩΠΕΙΑ ΕΙΣ ΒΑΡΣΟΒΙΑΝ xyxy=(675,1133,942,1148)
section-label: ΤΑ ΔΥΟ ΒΥΘΙΣΘΕΝΤΑ xyxy=(1409,182,1506,193)
article-paragraph: ΦΡΑΓΚΦΟΥΡΤΗ, 7. (Ασσ. Πρές). — Δυτικογερμανικόν φορτηγόν αεροπλάνον μετέφερεν ένδεκα τόννους εκρηκτικής κόνεως με προορισμόν πιθανώς την Φορμόζαν, ως ανεκοινώθη. xyxy=(1184,2084,1546,2149)
article-tanker-body xyxy=(51,1829,617,2054)
column-rule xyxy=(622,49,623,2318)
article-explosives-body xyxy=(1000,2085,1546,2232)
section-label: ΣΧΟΛΙΑ ΑΦΡΙΚΑΝΟΥ xyxy=(668,597,762,608)
divider xyxy=(1000,2235,1546,2237)
headline-line: ΘΑ ΑΝΕΓΕΙΡΗ xyxy=(675,701,756,715)
subhead-vietnam-1: Εβλήθησαν αί βάσεις έφοδιασμού xyxy=(104,163,564,192)
headline-line: ΤΕΣΣΑΡΑ ΞΕΝΟΔΟΧΕΙΑ xyxy=(648,714,783,729)
headline-sunk-tanker-1: «ΤΑΝΚΕΡ» ΒΥΘΙΣΘΕΝ ΕΙΣ ΛΙΜΕΝΗΝ ΤΟ 1959 xyxy=(677,1285,940,1301)
headline-line: ΚΟΜΜΟΥΝΙΣΤΩΝ xyxy=(666,838,764,853)
article-paragraph: Τέλος, κατά την διάρκειαν των μαχών αυτών απώλειαι σημειώθησαν καί είς τάς δύο πλευράς, τάς οποίας αί πηγαί δέν καθορίζουν επακριβώς. xyxy=(433,242,617,284)
article-paragraph: ΟΥΑΣΙΓΚΤΩΝ, 7. (Ασσ. Πρές). — Ο υπουργός Εξωτερικών κ. Ουίλλιαμ Ρότζερς ανεχώρησε σήμερον αεροπορικώς διά την Αφρικήν προς επιτόπιον εξέτασιν της όλης καταστάσεως. xyxy=(627,497,804,560)
article-italy-body xyxy=(51,1143,617,1368)
headline-line: ΤΟ «ΦΟΡΣΤΑΛ» xyxy=(670,941,760,956)
article-paragraph: ΚΑΝΤΙΣ, Ισπανία, 7. (Ασσ. Πρές). — Η ισπανική αστυνομία προέβη εις ομαδικάς συλλήψεις κομμουνιστών εις την περιοχήν της Ανδαλουσίας. xyxy=(627,869,804,910)
headline-warsaw-2: ΕΠΕΣΚΕΦΘΗ ΠΡΟ ΤΗΣ ΑΝΑΧΩΡΗΣΕΩΣ ΤΗΣ xyxy=(688,1150,929,1164)
section-label: ΣΥΝΤΟΝΙΣΜΟΣ xyxy=(1054,1340,1123,1351)
subhead-arab-1: Καί άλλαι έπιχειρήσεις είς τό Σουέζ xyxy=(1056,133,1490,159)
section-label: ΔΕΝ ΕΙΝΑΙ ΕΤΟΙΜΗ xyxy=(1229,1367,1317,1378)
article-paragraph: ΛΕΥΚΩΣΙΑ, 7. (Ίδιου Τύπ.). — Οι βουλευταί της Κύπρου συνεφώνησαν επί της δυνατότητος διεξαγωγής γενικών εκλογών εντός του ερχόμενου έτους, ως ανεκοινώθη από την Βουλήν. xyxy=(51,1420,235,1472)
headline-tanker-1: ΤΟ ΤΑΝΚΕΡ «ΑΡΙΕΣ» ΕΦΘΑΣΕΝ ΕΙΣ ΓΑΛΛΙΑΝ xyxy=(180,1789,488,1806)
article-arab-body xyxy=(1000,182,1546,1025)
headline-rogers-1: Ο ΡΟΤΖΕΡΣ ΑΝΕΧΩΡΗΣΕΝ ΑΕΡΟΠΟΡΙΚΩΣ ΔΙΑ ΤΗΝ ΑΦΡΙΚΗΝ xyxy=(641,447,976,462)
article-paragraph: ΚΑΪΡΟΝ, 7. (Ασσ. Πρές). — Ισραηλινά πολεμικά σκάφη εβύθισαν δύο αιγυπτιακά πλοιάρια εις τον κόλπον του Σουέζ. xyxy=(1369,373,1546,415)
headline-sunk-tanker-2: ΑΠΕΙΛΕΙ ΝΑ ΜΟΛΥΝΗ ΤΑ ΥΔΑΤΑ ΑΥΤΗΣ xyxy=(694,1302,923,1318)
headline-spain xyxy=(627,826,804,866)
section-label: ΔΕΝ ΕΧΕΙ ΣΧΕΔΙΑ xyxy=(1232,350,1314,361)
article-paragraph: Το ως άνω δεξαμενόπλοιον, το οποίον ταξίδευε υπό σημαίαν Λιβερίας, έφθασεν εις τον λιμένα του Σαιν Ναζαίρ κομίζον το πτώμα του φονευθέντος πλοιάρχου αυτού. xyxy=(433,1873,617,1925)
funeral-notice: Απεβίωσεν ο προσφιλής μας σύζυγος, πατήρ και πάππος. Η κηδεία του θα γίνη αύριον εκ του ιερού ναού του Αγίου Δημητρίου. xyxy=(627,1553,804,1595)
headline-funerals: ΚΗΔΕΙΑΙ xyxy=(784,1536,833,1550)
section-label: ΣΥΝΕΧΕΙΑ ΕΚ ΤΗΣ 1ΗΣ ΣΕΛ. xyxy=(1022,1204,1154,1215)
headline-caravelle-1: Εξουδετερώθη άπόπειρα xyxy=(636,1816,981,1845)
headline-vietnam-1: ΟΙ ΑΜΕΡΙΚΑΝΟΙ ΕΠΑΝΕΛΑΒΟΝ xyxy=(96,55,572,91)
headline-lottery-1: ΤΗΝ ΤΡΙΤΗΝ Η ΚΛΗΡΩΣΙΣ ΤΩΝ ΟΜΟΛΟΓΙΩΝ xyxy=(689,1427,928,1442)
headline-pattakos-3: ΣΥΣΚΕΨΕΩΝ ΔΙΑ ΤΑ ΘΕΜΑΤΑ ΔΩΔΕΚΑ ΝΟΜΩΝ xyxy=(159,823,510,841)
divider xyxy=(627,1812,990,1814)
divider xyxy=(51,1372,617,1374)
divider xyxy=(627,1423,990,1425)
headline-line: ΑΝΑΚΟΙΝΩΣΙΣ ΤΟΥ ΟΙΚΟΥ xyxy=(827,828,976,843)
article-cyprus-body xyxy=(51,1420,617,1538)
article-paragraph: ΚΑΪΡΟΝ, 7. (Ρόϋτερ). — Ο πρόεδρος Νάσσερ καί οι ηγέται των εμπολέμων αραβικών χωρών συγκεντρωθέντες εις το Κάϊρον συντονίζουν τα στρατηγικά των σχέδια. xyxy=(1000,325,1177,377)
divider xyxy=(627,1531,990,1532)
divider xyxy=(51,1078,617,1080)
article-paragraph: ΑΘΗΝΑΙ, 7. — Κατέπλευσεν εις Φάληρον το αμερικανικόν αεροπλανοφόρον «Φόρσταλ», ως ανεκοινώθη. xyxy=(813,683,990,725)
headline-italy-2: ΕΠΙ ΤΩΝ ΠΛΗΡΟΦΟΡΙΩΝ ΠΕΡΙ ΣΥΓΚΡΟΥΣΕΩΣ xyxy=(175,1103,493,1120)
article-czech-body xyxy=(627,253,990,439)
article-paragraph: ΠΑΡΙΣΙΟΙ, 7. (Ρόϋτερ). — Η Κομμουνιστική Τσεχοσλοβακική διάλεξη απεφάσισε εις δεν πρόκειται να επανέλθη εις Πράγαν διότι πρόκειται να διεξαχθούν μεγάλαι πολιτικαί δίκαι. xyxy=(627,252,804,315)
article-paragraph: ΤΕΛ ΑΒΙΒ, 7. (Ρόϋτερ). — Ισραηλινός εκπρόσωπος ανεκοίνωσεν ότι τα ισραηλινά στρατεύματα κατέστρεψαν αιγυπτιακόν φυλάκιον παρά την διώρυγα. xyxy=(1184,239,1362,291)
article-paragraph: ΛΑΠΙΝΑ, Μισσούρη, 7. (Ασσ. Πρές). — Σοβαρά ανησυχία επικρατεί εις την περιοχήν λόγω του κινδύνου μολύνσεως των υδάτων εκ του βυθισθέντος δεξαμενοπλοίου. xyxy=(813,1334,990,1386)
headline-cyprus-1: ΠΡΟΘΥΜΟΙ ΟΙ ΒΟΥΛΕΥΤΑΙ ΕΙΣ ΤΗΝ ΚΥΠΡΟΝ xyxy=(161,1376,508,1396)
divider xyxy=(1000,129,1546,131)
article-paragraph: ΒΡΥΞΕΛΛΑΙ, 7. (Ρόϋτερ). — Η Κοινή Αγορά απεφάσισε σήμερον την αύξησιν των εξουσιών του ευρωπαϊκού κοινοβουλίου επί θεμάτων προϋπολογισμού της κοινότητος. xyxy=(242,1584,617,1662)
section-label: ΑΙ ΕΠΙΧΕΙΡΗΣΕΙΣ xyxy=(1049,425,1128,436)
headline-czech-3: είς τήν Τσεχοσλοβακίαν xyxy=(680,138,937,197)
article-paragraph: ΠΑΡΙΣΙΟΙ, 7. (Ρόϋτερ). — Ο κ. Μωρίς Σουμάν, υπουργός Εξωτερικών της Γαλλίας, συνηντήθη με τον Ισραηλινόν πρέσβυν διά συζήτησιν της καταστάσεως. xyxy=(1000,1127,1362,1456)
short-news-block xyxy=(627,684,990,1125)
article-paragraph: ΒΑΡΣΟΒΙΑ, 7. (Ρόϋτερ). — Η δυτικογερμανική αντιπροσωπεία επεσκέφθη προ της αναχωρήσεώς της τας καταστραφείσας υπό των ναζί συνοικίας της πόλεως. xyxy=(627,1183,804,1235)
article-paragraph: Η κυβέρνησις της Βόννης διέταξε την διεξαγωγήν ερευνών επί της υποθέσεως. xyxy=(1184,2084,1362,2115)
article-lottery-body xyxy=(627,1460,990,1527)
section-label: ΚΑΤΑΡΡΙΨΙΣ ΑΕΡΟΠΛΑΝΟΥ xyxy=(79,445,206,456)
article-paragraph: ΑΘΗΝΑΙ, 7. — Υπό του Οίκου του Αντιβασιλέως εξεδόθη η ακόλουθος ανακοίνωσις περί των σημερινών ακροάσεων. xyxy=(813,860,990,902)
article-paragraph: ΚΑΪΡΟΝ, 7. (Ρόϋτερ). — Στρατιωτικός εκπρόσωπος ανέφερεν ότι αιγυπτιακαί δυνάμεις ενήργησαν επιδρομήν κατά ισραηλινών θέσεων εις την ανατολικήν όχθην της διώρυγος. xyxy=(1184,294,1362,346)
article-paragraph: ΡΑΜΠΑΤ, 7. (Ρόϋτερ). — Οι Παλαιστίνιοι αντάρται απειλούν να πλήξουν τον κ. Ρότζερς εάν επισκεφθή τας αραβικάς χώρας. xyxy=(1184,1248,1362,1290)
divider xyxy=(1000,2023,1546,2025)
article-vietnam-body xyxy=(51,219,617,772)
article-paragraph: Η εταιρεία προτίθεται να επενδύση σημαντικά κεφάλαια εις τον ελληνικόν τουρισμόν κατά τα προσεχή έτη. xyxy=(627,789,804,821)
article-paragraph: ΝΕΑ ΥΟΡΚΗ, 7. (Ρόϋτερ). — Ο πρωθυπουργός του Ισραήλ δήλωσεν ότι δεν υπάρχουν σχέδια διά νέας επιθέσεις εναντίον των Αράβων, πλην όμως θα εντείνουν την αμυντικήν δράσιν. xyxy=(1184,362,1362,423)
article-paragraph: ΑΘΗΝΑΙ, 7. — Εις Μαδρίτην συνήλθε το διεθνές συμβούλιον ελαιολάδου εις το οποίον συμμετέχει καί η Ελλάς. xyxy=(813,936,990,967)
article-caravelle-body xyxy=(627,1956,990,2245)
article-paragraph: Κατά την συμπλοκήν εφονεύθη εις εκ των αεροπειρατών ενώ έτερος ετραυματίσθη σοβαρώς. xyxy=(813,2022,990,2053)
column-rule xyxy=(995,49,996,2318)
article-paragraph: ΑΘΗΝΑΙ, 7. — Την προσεχή Τρίτην θα διενεργηθή η κλήρωσις των ομολογιών του λαχειοφόρου δανείου, ως ανεκοινώθη από το υπουργείον Οικονομικών. xyxy=(813,1460,990,1512)
article-paragraph: ΡΩΜΗ, 7. (Ρόϋτερ). — Ο υπουργός Εμπορικής Ναυτιλίας της Ιταλίας διέταξε την διεξαγωγήν ανακρίσεων επί των πληροφοριών περί συγκρούσεως σοβιετικού υποβρυχίου μετά του ιταλικού επιβατηγού πλοίου. xyxy=(433,1142,617,1204)
section-label: ΘΑ ΣΥΝΤΗΘΗΤΑ ΔΥΣΚΟΛΙΑΙ xyxy=(1395,296,1521,307)
article-paragraph: ΣΑΝΤΙΑΓΟ, Χιλή, 7. (Ίδιου Τύπ.). — Αστυνομικοί εξουδετέρωσαν απόπειραν αεροπειρατών να απαγάγουν αεροσκάφος τύπου «Καραβέλλα» της Χιλής. xyxy=(627,1955,804,2007)
headline-line: ΕΙΣ ΤΗΝ ΕΛΛΑΔΑ xyxy=(666,728,764,742)
article-paragraph: ΧΟΝΓΚ ΚΟΝΓΚ, 7. (Ρόϋτερ). — Ο ραδιοφωνικός σταθμός του Χανόι ανήγγειλε σήμερον ότι άλλο έν αμερικανικόν αεροσκάφος κατερρίφθη άνωθεν του Βορείου Βιετνάμ, ανεβάζον ούτω τόν συνολικόν αριθμόν των αμερικανικών αεροσκαφών άτινα κατερρίφθησαν άνωθεν του Βορείου Βιετνάμ είς 3.332. xyxy=(51,219,426,488)
headline-line: ΕΙΣ ΤΗΝ ΙΣΠΑΝΙΑΝ xyxy=(662,852,768,866)
funeral-notice: Οι δυστυχείς σύζυγος, τέκνα, εγγόνια και λοιποί συγγενείς. xyxy=(627,1597,804,1618)
article-paragraph: ΣΑΪΓΚΟΝ, 7. (Ασσ. Πρές). — Τρείς βιετκόνγκ έφονεύθησαν κατόπιν ενέδρας αμερικανών εις περιοχήν 48 χιλιομέτρων δυτικώς της Σαϊγκόν. Αί απώλειαι των αμερικανών ήσαν ελαφραί, ως ανεκοινώθη. xyxy=(242,296,426,359)
subhead-czech-1: Θεωρείται βεβαία ή διαγραφή xyxy=(691,204,926,225)
article-paragraph: ΣΑΝΤΙΑΓΟ, 7. (Ασσ. Πρές). — Οι πιλότοι της Χιλής απήργησαν σήμερον εις ένδειξιν διαμαρτυρίας διά τα επανειλημμένα κρούσματα αεροπειρατείας. xyxy=(813,1967,990,2019)
article-paragraph: ΒΡΥΞΕΛΛΑΙ, 7. (Ρόϋτερ). — Η Κοινή Αγορά απεφάσισε σήμερον την αύξησιν των εξουσιών του ευρωπαϊκού κοινοβουλίου επί θεμάτων προϋπολογισμού της κοινότητος. xyxy=(51,1584,235,1636)
article-paragraph: ΛΟΝΔΙΝΟΝ, 7. (Ίδιου Τύπ.). — Τέσσαρα νέα ξενοδοχεία πρόκειται να ανεγείρη εις την Ελλάδα αγγλική εταιρεία, ως ανεκοινώθη σήμερον. xyxy=(627,745,804,787)
article-rogers-body xyxy=(627,498,990,674)
left-column xyxy=(51,0,617,2054)
divider xyxy=(627,443,990,445)
headline-eec-2: ΤΩΝ ΕΞΟΥΣΙΩΝ ΤΟΥ ΕΥΡΩΠΑΪΚΟΥ ΣΥΜΒΟΥΛΙΟΥ xyxy=(178,1565,490,1582)
headline-explosives-1: ΔΥΤΙΚΟΓΕΡΜΑΝΙΚΟΝ ΑΕΡΟΠΛΑΝΟΝ ΜΕΤΕΦΕ xyxy=(1125,2028,1421,2044)
article-paragraph: ΚΑΪΡΟΝ, 7. (Ρόϋτερ). — Ο πρόεδρος Νάσσερ καί οι ηγέται των εμπολέμων αραβικών χωρών συγκεντρωθέντες εις το Κάϊρον συντονίζουν τα στρατηγικά των σχέδια. xyxy=(1369,418,1546,469)
headline-czech-2: θά διεξαχθούν xyxy=(699,110,918,141)
article-paragraph: ΣΑΪΓΚΟΝ, 7. (Ασσ. Πρές). — Βομβαρδιστικά τύπου Β-52 έβριψαν έντός του Βορείου Βιετνάμ καί πλησίον τών συνόρων με τήν Καμπότζην είς τήν περιοχήν Πλέυκ Τσέϊ, βομβαρδιστικά της Σαϊγκόν, 600 τόν νους βομβών έναντίον βάσεων εφοδιασμού καί κέντρων διειοδύσεως είς Νότιον Βιετνάμ. xyxy=(433,286,617,369)
article-paragraph: ΒΙΕΝΤΙΑΝΗ, Λάος, 7. (Ρόϋτερ). — Αί μάχαι μεταξύ των δυνάμεων του βασιλικού στρατού του Λάος και των ανταρτών συνεχίζονται ήδη πλέον της μιας εβδομάδος είς την περιοχήν. xyxy=(242,219,617,472)
article-paragraph: ΑΘΗΝΑΙ, 7. — Εκ του αυτομάτου τηλεφωνικού δικτύου του ΟΤΕ συνεδέθησαν από σήμερον νέα διαμερίσματα της πρωτευούσης, ως ανακοινούται. xyxy=(242,1142,426,1194)
article-pattakos-body xyxy=(51,844,617,1074)
article-paragraph: Κατά τήν διάρκειαν τής διασκέψεως αμερικανικά στρατιωτικά αεροσκάφη 113 επιθέσεις είς στόχους έπί εδάφους οί μεγαλύτεραι καί κατά τάς τελευταίας ημέρας έπί τών Βορειοβιετναμικών θέσεων. xyxy=(51,379,235,442)
funeral-notice: Απεβίωσεν ο προσφιλής μας σύζυγος, πατήρ και πάππος. Η κηδεία του θα γίνη αύριον εκ του ιερού ναού του Αγίου Δημητρίου. xyxy=(627,1621,804,1663)
article-paragraph: ΜΟΣΧΑ, 7. (Ασσ. Πρές). — Η σοβιετική εφημερίς Ισβέστια κατηγορεί τας Ηνωμένας Πολιτείας διά την πολιτικήν των εις την Μέσην Ανατολήν. xyxy=(1184,1379,1362,1431)
subhead-caravelle-3: ΚΩΝ.— ΑΠΗΡΓΗΣΑΝ ΟΙ ΠΙΛΟΤΟΙ xyxy=(707,1937,910,1953)
side-headline: Η ΔΙΕΘΝΗΣ ΕΚΘΕΣΙΣ ΤΗΣ ΒΑΡΚΕΛΩΝΗΣ xyxy=(1392,1248,1524,1272)
